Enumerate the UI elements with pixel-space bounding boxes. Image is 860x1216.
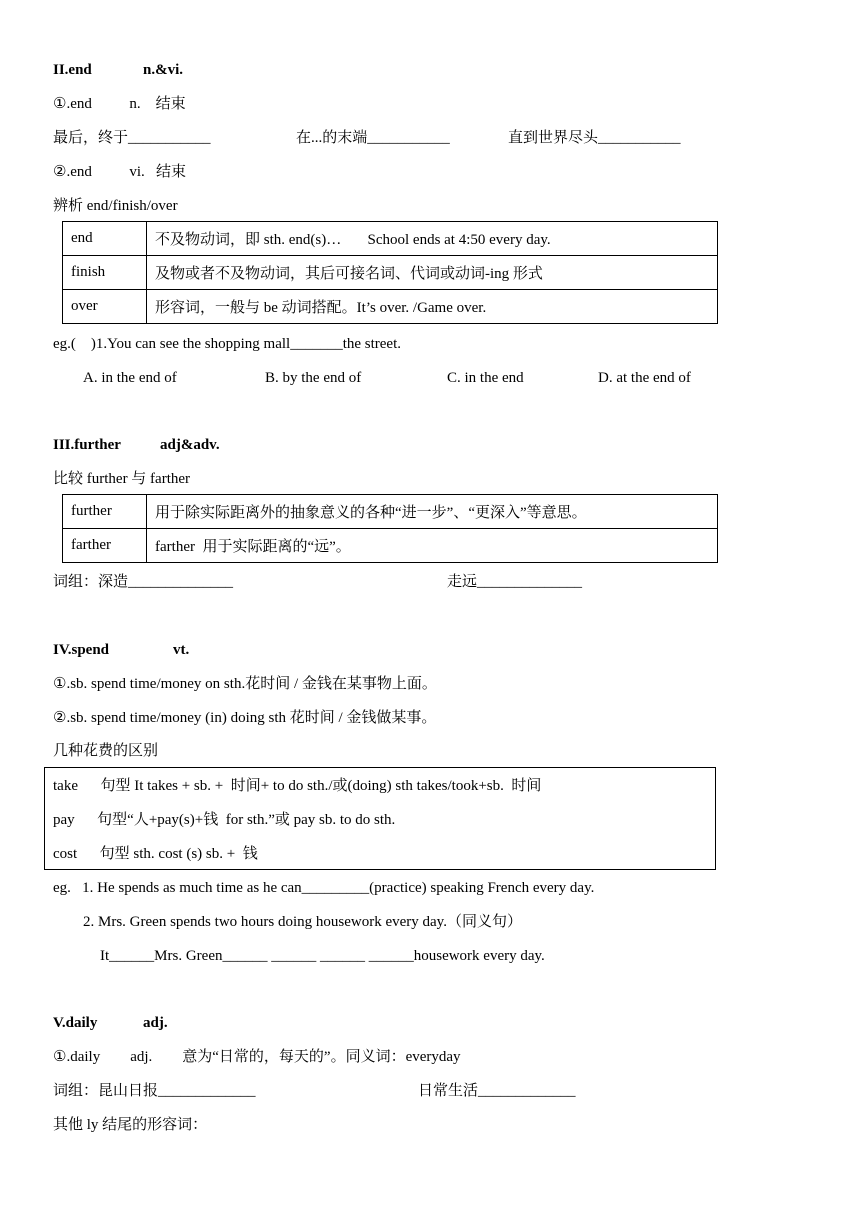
section-2-example: eg.( )1.You can see the shopping mall_______the street. bbox=[53, 336, 401, 352]
box-row-pay: pay 句型“人+pay(s)+钱 for sth.”或 pay sb. to do sth. bbox=[53, 812, 396, 828]
table-cell: farther 用于实际距离的“远”。 bbox=[147, 529, 718, 563]
section-4-example-2: 2. Mrs. Green spends two hours doing housework every day.（同义句） bbox=[83, 914, 522, 930]
section-5-sub1: ①.daily adj. 意为“日常的，每天的”。同义词：everyday bbox=[53, 1049, 461, 1065]
section-2-word: II.end bbox=[53, 62, 92, 78]
section-3-phrase-2: 走远______________ bbox=[447, 574, 583, 590]
section-4-sub1: ①.sb. spend time/money on sth.花时间 / 金钱在某事物上面。 bbox=[53, 676, 437, 692]
table-row bbox=[63, 222, 718, 256]
table-cell: finish bbox=[63, 256, 147, 290]
spend-comparison-box bbox=[44, 767, 716, 870]
section-2-pos: n.&vi. bbox=[143, 62, 184, 78]
section-4-example-1: eg. 1. He spends as much time as he can_________(practice) speaking French every day. bbox=[53, 880, 595, 896]
section-2-sub1: ①.end n. 结束 bbox=[53, 96, 186, 112]
section-3-phrase-1: 词组：深造______________ bbox=[53, 574, 234, 590]
phrase-blank-2: 在...的末端___________ bbox=[296, 130, 450, 146]
box-row-cost: cost 句型 sth. cost (s) sb. + 钱 bbox=[53, 846, 258, 862]
table-cell: farther bbox=[63, 529, 147, 563]
table-row bbox=[63, 495, 718, 529]
section-5-phrase-2: 日常生活_____________ bbox=[418, 1083, 576, 1099]
section-5-pos: adj. bbox=[143, 1015, 168, 1031]
option-c: C. in the end bbox=[447, 370, 524, 386]
section-2-compare: 辨析 end/finish/over bbox=[53, 198, 178, 214]
section-5-phrase-1: 词组：昆山日报_____________ bbox=[53, 1083, 256, 1099]
table-row bbox=[63, 256, 718, 290]
section-3-pos: adj&adv. bbox=[160, 437, 220, 453]
section-4-sub2: ②.sb. spend time/money (in) doing sth 花时间 / 金钱做某事。 bbox=[53, 710, 437, 726]
table-cell: 用于除实际距离外的抽象意义的各种“进一步”、“更深入”等意思。 bbox=[147, 495, 718, 529]
section-3-word: III.further bbox=[53, 437, 121, 453]
section-2-sub2: ②.end vi. 结束 bbox=[53, 164, 187, 180]
section-5-word: V.daily bbox=[53, 1015, 98, 1031]
further-farther-table bbox=[62, 494, 718, 563]
box-row-take: take 句型 It takes + sb. + 时间+ to do sth./或(doing) sth takes/took+sb. 时间 bbox=[53, 778, 542, 794]
option-d: D. at the end of bbox=[598, 370, 691, 386]
table-cell: 不及物动词，即 sth. end(s)… School ends at 4:50 every day. bbox=[147, 222, 718, 256]
table-row bbox=[63, 290, 718, 324]
section-4-pos: vt. bbox=[173, 642, 190, 658]
end-finish-over-table bbox=[62, 221, 718, 324]
section-4-compare: 几种花费的区别 bbox=[53, 743, 159, 759]
section-3-compare: 比较 further 与 farther bbox=[53, 471, 191, 487]
option-a: A. in the end of bbox=[83, 370, 177, 386]
table-row bbox=[63, 529, 718, 563]
section-5-other: 其他 ly 结尾的形容词： bbox=[53, 1117, 208, 1133]
table-cell: 及物或者不及物动词，其后可接名词、代词或动词-ing 形式 bbox=[147, 256, 718, 290]
table-cell: further bbox=[63, 495, 147, 529]
table-cell: over bbox=[63, 290, 147, 324]
phrase-blank-3: 直到世界尽头___________ bbox=[508, 130, 681, 146]
option-b: B. by the end of bbox=[265, 370, 362, 386]
section-4-example-3: It______Mrs. Green______ ______ ______ ______housework every day. bbox=[100, 948, 545, 964]
phrase-blank-1: 最后，终于___________ bbox=[53, 130, 211, 146]
table-cell: 形容词，一般与 be 动词搭配。It’s over. /Game over. bbox=[147, 290, 718, 324]
section-4-word: IV.spend bbox=[53, 642, 110, 658]
table-cell: end bbox=[63, 222, 147, 256]
